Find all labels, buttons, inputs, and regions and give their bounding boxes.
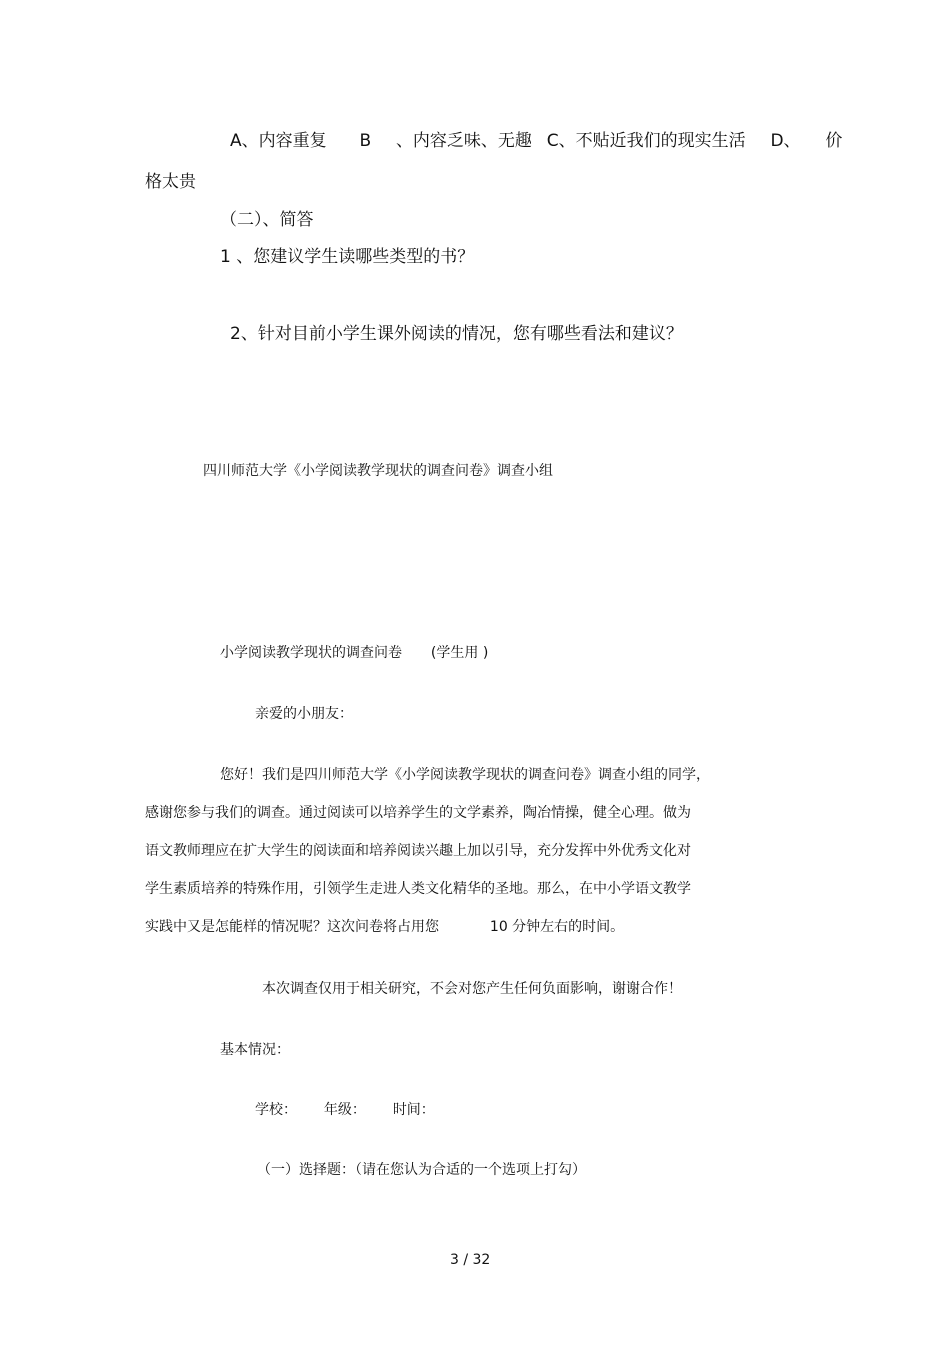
privacy-notice: 本次调查仅用于相关研究，不会对您产生任何负面影响，谢谢合作！ <box>262 981 682 997</box>
basic-info-heading: 基本情况： <box>220 1042 290 1058</box>
intro-time: 10 分钟左右的时间。 <box>489 919 625 935</box>
field-school: 学校： <box>255 1102 297 1118</box>
info-fields <box>255 1102 435 1119</box>
option-a: A、内容重复 <box>230 131 327 151</box>
option-d-letter: D、 <box>770 131 801 151</box>
section-title-short-answer: （二）、简答 <box>220 210 314 230</box>
page-number: 3 / 32 <box>450 1252 491 1268</box>
option-b-letter: B <box>359 131 372 151</box>
question-1: 1 、您建议学生读哪些类型的书？ <box>220 247 475 267</box>
option-c: C、不贴近我们的现实生活 <box>546 131 746 151</box>
option-d: 价 <box>825 131 843 151</box>
student-survey-title <box>220 645 488 662</box>
student-survey-title-text: 小学阅读教学现状的调查问卷 <box>220 645 402 661</box>
intro-line-1: 您好！我们是四川师范大学《小学阅读教学现状的调查问卷》调查小组的同学， <box>220 767 710 783</box>
intro-line-5 <box>145 919 624 936</box>
intro-line-3: 语文教师理应在扩大学生的阅读面和培养阅读兴趣上加以引导，充分发挥中外优秀文化对 <box>145 843 691 859</box>
survey-group-signature: 四川师范大学《小学阅读教学现状的调查问卷》调查小组 <box>203 463 553 479</box>
intro-line-5-text: 实践中又是怎能样的情况呢？这次问卷将占用您 <box>145 919 439 935</box>
field-time: 时间： <box>392 1102 435 1118</box>
options-line <box>230 131 842 151</box>
question-2: 2、针对目前小学生课外阅读的情况，您有哪些看法和建议？ <box>230 324 683 344</box>
option-d-continued: 格太贵 <box>145 172 196 192</box>
student-survey-tag: (学生用 ) <box>430 645 489 661</box>
intro-line-2: 感谢您参与我们的调查。通过阅读可以培养学生的文学素养，陶冶情操，健全心理。做为 <box>145 805 691 821</box>
field-grade: 年级： <box>323 1102 366 1118</box>
intro-line-4: 学生素质培养的特殊作用，引领学生走进人类文化精华的圣地。那么，在中小学语文教学 <box>145 881 691 897</box>
choice-section-title: （一）选择题：（请在您认为合适的一个选项上打勾） <box>257 1162 586 1178</box>
option-b: 、内容乏味、无趣 <box>395 131 532 151</box>
greeting: 亲爱的小朋友： <box>255 706 353 722</box>
